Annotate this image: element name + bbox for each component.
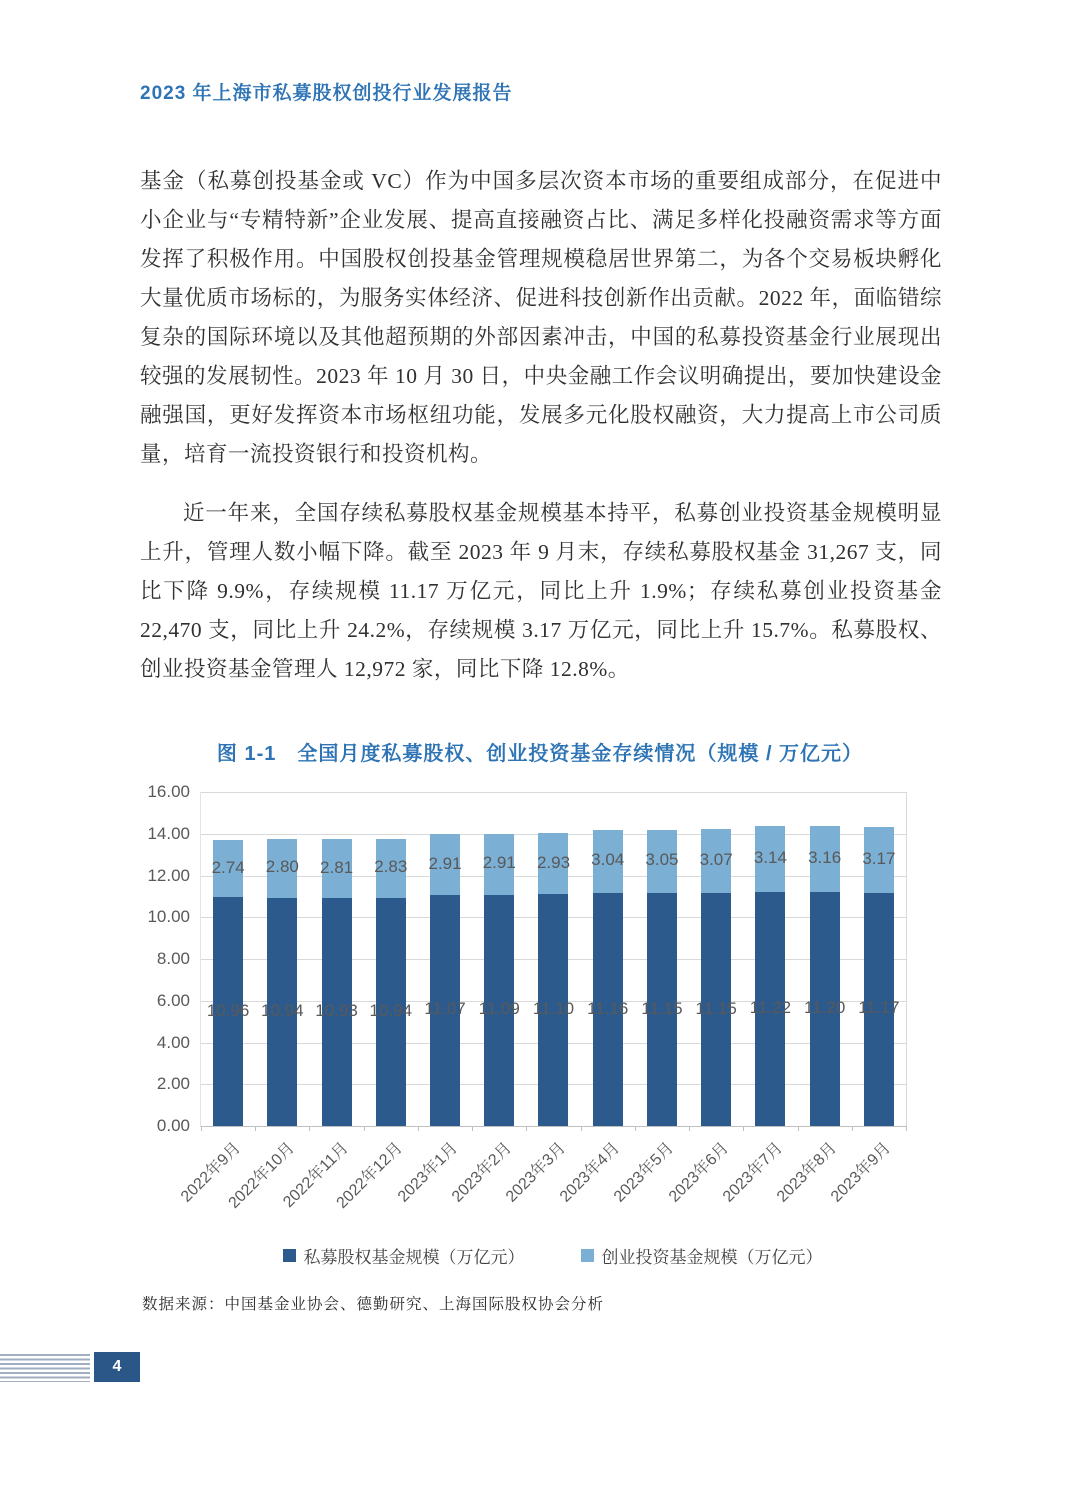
x-axis-tick-mark (635, 1126, 636, 1131)
chart (138, 782, 910, 1212)
x-axis-tick-mark (201, 1126, 202, 1131)
bar-slot (557, 792, 635, 1206)
bar-value-label-pe: 10.96 (206, 1000, 250, 1020)
y-axis-tick-label: 0.00 (156, 1116, 190, 1135)
bar-value-label-vc: 3.04 (591, 850, 625, 870)
bar-value-label-vc: 2.83 (374, 857, 408, 877)
x-axis-tick-label: 2023年6月 (665, 1139, 732, 1206)
x-axis-tick-label: 2023年2月 (448, 1139, 515, 1206)
bar-value-label-vc: 3.17 (862, 848, 896, 868)
bar-value-label-vc: 2.81 (320, 857, 354, 877)
bar-slot (665, 792, 743, 1206)
x-axis-tick-mark (798, 1126, 799, 1131)
bar-value-label-vc: 3.14 (753, 848, 787, 868)
bar-value-label-pe: 10.94 (261, 1000, 304, 1020)
bar-value-label-pe: 11.09 (478, 999, 520, 1019)
legend-swatch-vc-icon (581, 1249, 594, 1262)
chart-legend (200, 1243, 905, 1268)
bar-value-label-vc: 2.80 (265, 857, 299, 877)
x-axis-tick-mark (743, 1126, 744, 1131)
x-axis-tick-label: 2023年9月 (828, 1139, 895, 1206)
bar-value-label-pe: 11.07 (424, 999, 466, 1019)
bar-value-label-pe: 10.93 (315, 1000, 358, 1020)
x-axis-tick-mark (526, 1126, 527, 1131)
data-source-note: 数据来源：中国基金业协会、德勤研究、上海国际股权协会分析 (142, 1296, 605, 1313)
legend-label-vc: 创业投资基金规模（万亿元） (601, 1248, 823, 1267)
bar-slot (448, 792, 526, 1206)
y-axis-tick-label: 6.00 (156, 990, 190, 1010)
x-axis-tick-mark (309, 1126, 310, 1131)
bar-value-label-pe: 11.20 (804, 998, 846, 1018)
bar-value-label-pe: 11.17 (858, 998, 900, 1018)
x-axis-tick-label: 2023年7月 (719, 1139, 786, 1206)
y-axis-tick-label: 8.00 (156, 949, 190, 968)
x-axis-tick-label: 2023年5月 (611, 1139, 678, 1206)
x-axis-tick-label: 2022年12月 (333, 1139, 407, 1212)
legend-item-pe (283, 1243, 525, 1268)
bar-value-label-pe: 10.94 (369, 1000, 413, 1020)
x-axis-tick-mark (906, 1126, 907, 1131)
x-axis-tick-label: 2023年8月 (774, 1139, 841, 1206)
x-axis-tick-label: 2022年10月 (225, 1139, 298, 1212)
legend-item-vc (581, 1243, 823, 1268)
bar-value-label-vc: 3.16 (808, 848, 842, 868)
bar-value-label-vc: 3.05 (645, 850, 679, 870)
x-axis-tick-label: 2022年11月 (280, 1139, 353, 1212)
bar-value-label-pe: 11.22 (749, 997, 792, 1017)
bar-value-label-pe: 11.15 (695, 998, 737, 1018)
paragraph-1: 基金（私募创投基金或 VC）作为中国多层次资本市场的重要组成部分，在促进中小企业与“专精特新”企业发展、提高直接融资占比、满足多样化投融资需求等方面发挥了积极作用。中国股权创投基金管理规模稳居世界第二，为各个交易板块孵化大量优质市场标的，为服务实体经济、促进科技创新作出贡献。2022 年，面临错综复杂的国际环境以及其他超预期的外部因素冲击，中国的私募投资基金行业展现出较强的发展韧性。2023 年 10 月 30 日，中央金融工作会议明确提出，要加快建设金融强国，更好发挥资本市场枢纽功能，发展多元化股权融资，大力提高上市公司质量，培育一流投资银行和投资机构。 (140, 169, 942, 466)
bar-value-label-pe: 11.16 (587, 998, 629, 1018)
bar-value-label-pe: 11.10 (532, 999, 575, 1019)
page-number-badge: 4 (94, 1352, 140, 1382)
bar-slot (611, 792, 689, 1206)
bar-slot (828, 792, 906, 1206)
x-axis-tick-label: 2023年3月 (502, 1139, 570, 1206)
y-axis-tick-label: 16.00 (147, 782, 190, 801)
y-axis-tick-label: 10.00 (147, 907, 190, 927)
y-axis-tick-label: 2.00 (156, 1074, 190, 1094)
x-axis-tick-mark (418, 1126, 419, 1131)
y-axis-tick-label: 12.00 (147, 865, 190, 885)
chart-plot (177, 792, 907, 1212)
legend-label-pe: 私募股权基金规模（万亿元） (303, 1248, 525, 1267)
x-axis-tick-mark (689, 1126, 690, 1131)
bar-value-label-vc: 2.74 (211, 857, 245, 877)
bar-slot (394, 792, 472, 1206)
x-axis-tick-mark (364, 1126, 365, 1131)
paragraph-2: 近一年来，全国存续私募股权基金规模基本持平，私募创业投资基金规模明显上升，管理人数小幅下降。截至 2023 年 9 月末，存续私募股权基金 31,267 支，同比下降 9.9%，存续规模 11.17 万亿元，同比上升 1.9%；存续私募创业投资基金 22,470 支，同比上升 24.2%，存续规模 3.17 万亿元，同比上升 15.7%。私募股权、创业投资基金管理人 12,972 家，同比下降 12.8%。 (140, 501, 942, 681)
x-axis-tick-mark (852, 1126, 853, 1131)
bar-slot (177, 792, 255, 1206)
legend-swatch-pe-icon (283, 1249, 296, 1262)
body-text (140, 162, 942, 689)
bar-value-label-vc: 2.91 (482, 853, 516, 873)
bar-value-label-vc: 2.91 (428, 853, 462, 873)
bar-slot (774, 792, 852, 1206)
report-header-title: 2023 年上海市私募股权创投行业发展报告 (140, 83, 513, 104)
y-axis-tick-label: 4.00 (156, 1032, 190, 1052)
x-axis-tick-label: 2022年9月 (177, 1139, 244, 1206)
bar-value-label-pe: 11.15 (641, 998, 683, 1018)
bar-value-label-vc: 2.93 (536, 852, 571, 872)
x-axis-tick-mark (255, 1126, 256, 1131)
footer-stripes-decoration (0, 1354, 90, 1382)
bar-slot (719, 792, 797, 1206)
x-axis-tick-mark (472, 1126, 473, 1131)
bar-value-label-vc: 3.07 (699, 850, 733, 870)
x-axis-tick-label: 2023年4月 (557, 1139, 624, 1206)
figure-title: 图 1-1 全国月度私募股权、创业投资基金存续情况（规模 / 万亿元） (216, 743, 864, 765)
x-axis-tick-label: 2023年1月 (394, 1139, 461, 1206)
bar-slot (502, 792, 580, 1206)
y-axis-tick-label: 14.00 (147, 823, 190, 843)
x-axis-tick-mark (581, 1126, 582, 1131)
